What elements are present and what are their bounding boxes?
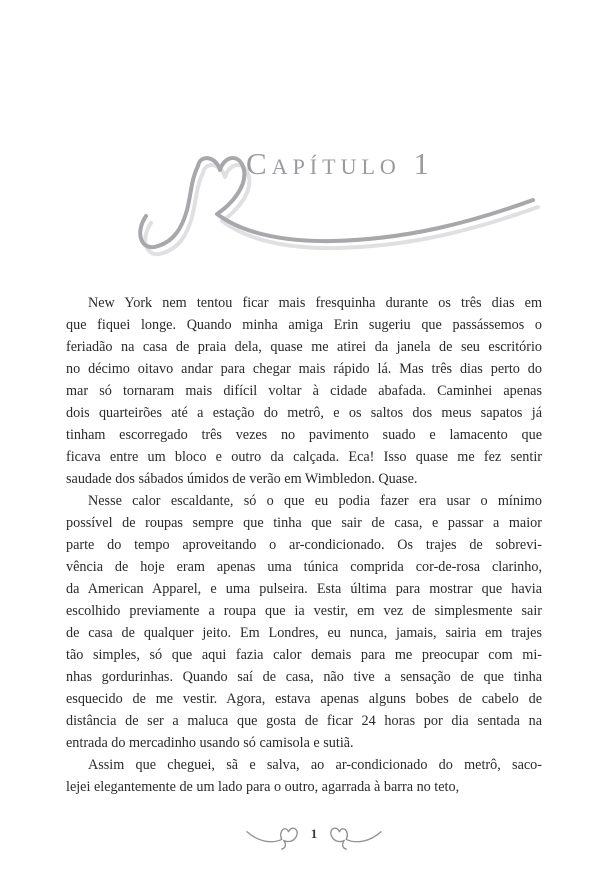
body-line: lejei elegantemente de um lado para o outro, agarrada à barra no teto, <box>66 779 460 795</box>
body-text <box>66 292 542 798</box>
body-line: dois quarteirões até a estação do metrô, e os saltos dos meus sapatos já <box>66 405 542 421</box>
chapter-title: Capítulo 1 <box>246 146 435 181</box>
chapter-header <box>0 0 604 270</box>
body-line: vência de hoje eram apenas uma túnica comprida cor-de-rosa clarinho, <box>66 559 542 575</box>
body-line: que fiquei longe. Quando minha amiga Erin sugeriu que passássemos o <box>66 317 542 333</box>
heart-flourish-right-icon <box>324 824 382 851</box>
body-line: entrada do mercadinho usando só camisola e sutiã. <box>66 735 354 751</box>
body-line: no décimo oitavo andar para chegar mais rápido lá. Mas três dias perto do <box>66 361 542 377</box>
paragraph <box>66 490 542 754</box>
page-footer <box>234 820 394 854</box>
body-line: tinham escorregado três vezes no pavimento suado e lamacento que <box>66 427 542 443</box>
body-line: mar só tornaram mais difícil voltar à cidade abafada. Caminhei apenas <box>66 383 542 399</box>
body-line: Nesse calor escaldante, só o que eu podia fazer era usar o mínimo <box>88 493 542 509</box>
body-line: nhas gordurinhas. Quando saí de casa, não tive a sensação de que tinha <box>66 669 542 685</box>
page-number: 1 <box>310 825 318 841</box>
heart-flourish-left-icon <box>246 824 304 851</box>
paragraph <box>66 754 542 798</box>
body-line: Assim que cheguei, sã e salva, ao ar-condicionado do metrô, saco- <box>88 757 542 773</box>
body-line: ficava entre um bloco e outro da calçada. Eca! Isso quase me fez sentir <box>66 449 542 465</box>
body-line: possível de roupas sempre que tinha que sair de casa, e passar a maior <box>66 515 542 531</box>
paragraph <box>66 292 542 490</box>
body-line: saudade dos sábados úmidos de verão em Wimbledon. Quase. <box>66 471 418 487</box>
body-line: esquecido de me vestir. Agora, estava apenas alguns bobes de cabelo de <box>66 691 542 707</box>
body-line: New York nem tentou ficar mais fresquinha durante os três dias em <box>88 295 542 311</box>
body-line: da American Apparel, e uma pulseira. Esta última para mostrar que havia <box>66 581 542 597</box>
body-line: feriadão na casa de praia dela, quase me atirei da janela de seu escritório <box>66 339 542 355</box>
body-line: de casa de qualquer jeito. Em Londres, eu nunca, jamais, sairia em trajes <box>66 625 542 641</box>
body-line: tão simples, só que aqui fazia calor demais para me preocupar com mi- <box>66 647 542 663</box>
body-line: distância de ser a maluca que gosta de ficar 24 horas por dia sentada na <box>66 713 542 729</box>
body-line: escolhido previamente a roupa que ia vestir, em vez de simplesmente sair <box>66 603 542 619</box>
body-line: parte do tempo aproveitando o ar-condicionado. Os trajes de sobrevi- <box>66 537 542 553</box>
